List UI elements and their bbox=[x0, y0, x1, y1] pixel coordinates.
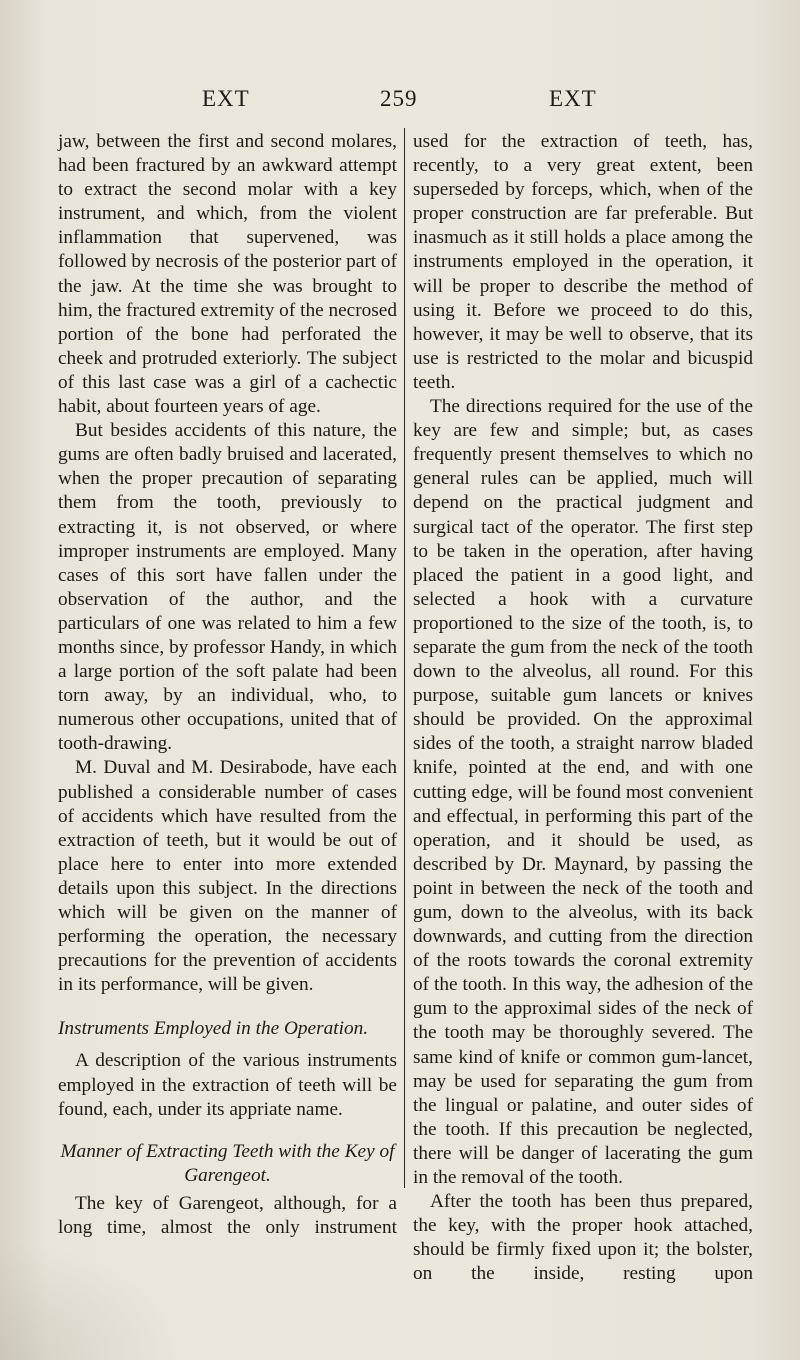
section-heading-key-of-garengeot: Manner of Extracting Teeth with the Key of Garengeot. bbox=[60, 1140, 395, 1186]
left-paragraph-2: But besides accidents of this nature, the gums are often badly bruised and lacerated, when the proper precaution of separating them from the tooth, previously to extracting it, is not observed, or where improper instruments are employed. Many cases of this sort have fallen under the observation of the author, and the particulars of one was related to him a few months since, by professor Handy, in which a large portion of the soft palate had been torn away, by an individual, who, to numerous other occupations, united that of tooth-drawing. bbox=[58, 420, 397, 755]
right-paragraph-3: After the tooth has been thus prepared, the key, with the proper hook attached, should be firmly fixed upon it; the bolster, on the inside, resting upon bbox=[413, 1191, 753, 1285]
left-paragraph-3: M. Duval and M. Desirabode, have each published a considerable number of cases of accidents which have resulted from the extraction of teeth, but it would be out of place here to enter into more extended details upon this subject. In the directions which will be given on the manner of performing the operation, the necessary precautions for the prevention of accidents in its performance, will be given. bbox=[58, 757, 397, 996]
left-paragraph-5: The key of Garengeot, although, for a long time, almost the only instrument bbox=[58, 1192, 397, 1238]
page-number: 259 bbox=[380, 86, 418, 111]
column-divider bbox=[404, 128, 405, 1188]
running-head bbox=[0, 86, 800, 116]
left-column bbox=[58, 130, 397, 1240]
section-heading-instruments: Instruments Employed in the Operation. bbox=[58, 1018, 369, 1040]
right-paragraph-1: used for the extraction of teeth, has, recently, to a very great extent, been superseded by forceps, which, when of the proper construction are far preferable. But inasmuch as it still holds a place among the instruments employed in the operation, it will be proper to describe the method of using it. Before we proceed to do this, however, it may be well to observe, that its use is restricted to the molar and bicuspid teeth. bbox=[413, 131, 753, 393]
left-paragraph-1: jaw, between the first and second molares, had been fractured by an awkward attempt to extract the second molar with a key instrument, and which, from the violent inflammation that supervened, was followed by necrosis of the posterior part of the jaw. At the time she was brought to him, the fractured extremity of the necrosed portion of the bone had perforated the cheek and protruded exteriorly. The subject of this last case was a girl of a cachectic habit, about fourteen years of age. bbox=[58, 131, 397, 418]
header-left-word: EXT bbox=[202, 86, 250, 111]
header-right-word: EXT bbox=[549, 86, 597, 111]
right-paragraph-2: The directions required for the use of the key are few and simple; but, as cases frequently present themselves to which no general rules can be applied, much will depend on the practical judgment and surgical tact of the operator. The first step to be taken in the operation, after having placed the patient in a good light, and selected a hook with a curvature proportioned to the size of the tooth, is, to separate the gum from the neck of the tooth down to the alveolus, all round. For this purpose, suitable gum lancets or knives should be provided. On the approximal sides of the tooth, a straight narrow bladed knife, pointed at the end, and with one cutting edge, will be found most convenient and effectual, in performing this part of the operation, and it should be used, as described by Dr. Maynard, by passing the point in between the neck of the tooth and gum, down to the alveolus, with its back downwards, and cutting from the direction of the roots towards the coronal extremity of the tooth. In this way, the adhesion of the gum to the approximal sides of the neck of the tooth may be thoroughly severed. The same kind of knife or common gum-lancet, may be used for separating the gum from the lingual or palatine, and outer sides of the tooth. If this precaution be neglected, there will be danger of lacerating the gum in the removal of the tooth. bbox=[413, 396, 753, 1189]
left-paragraph-4: A description of the various instruments employed in the extraction of teeth will be found, each, under its appriate name. bbox=[58, 1050, 397, 1120]
right-column bbox=[413, 130, 753, 1287]
page-stain bbox=[0, 1240, 180, 1360]
